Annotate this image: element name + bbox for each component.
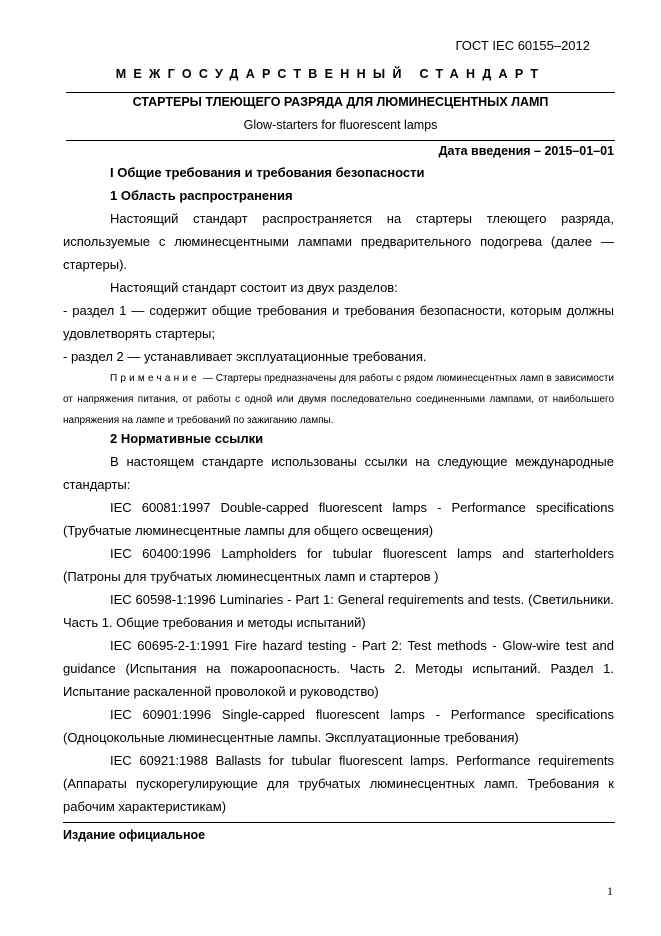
part-heading: I Общие требования и требования безопасности xyxy=(110,165,425,180)
document-number: ГОСТ IEC 60155–2012 xyxy=(455,38,590,53)
note xyxy=(63,368,614,431)
title-divider xyxy=(66,140,615,141)
document-title: СТАРТЕРЫ ТЛЕЮЩЕГО РАЗРЯДА ДЛЯ ЛЮМИНЕСЦЕНТНЫХ ЛАМП xyxy=(132,95,549,109)
introduction-date: Дата введения – 2015–01–01 xyxy=(438,144,614,158)
reference-item: IEC 60921:1988 Ballasts for tubular fluorescent lamps. Performance requirements (Аппараты пускорегулирующие для трубчатых люминесцентных ламп. Требования к рабочим характеристикам) xyxy=(63,753,614,814)
note-text: — Стартеры предназначены для работы с рядом люминесцентных ламп в зависимости от напряжения питания, от работы с одной или двумя последовательно соединенными лампами, от наибольшего напряжения на лампе и требований по зажиганию лампы. xyxy=(63,373,614,426)
reference-item: IEC 60901:1996 Single-capped fluorescent lamps - Performance specifications (Одноцокольные люминесцентные лампы. Эксплуатационные требования) xyxy=(63,707,614,745)
standard-category: МЕЖГОСУДАРСТВЕННЫЙ СТАНДАРТ xyxy=(115,67,546,81)
list-item-section-2: - раздел 2 — устанавливает эксплуатационные требования. xyxy=(63,349,427,364)
reference-item: IEC 60400:1996 Lampholders for tubular fluorescent lamps and starterholders (Патроны для трубчатых люминесцентных ламп и стартеров ) xyxy=(63,546,614,584)
reference-item: IEC 60695-2-1:1991 Fire hazard testing - Part 2: Test methods - Glow-wire test and guidance (Испытания на пожароопасность. Часть 2. Методы испытаний. Раздел 1. Испытание раскаленной проволокой и руководство) xyxy=(63,638,614,699)
reference-item: IEC 60598-1:1996 Luminaries - Part 1: General requirements and tests. (Светильники. Часть 1. Общие требования и методы испытаний) xyxy=(63,592,614,630)
references-heading: 2 Нормативные ссылки xyxy=(110,431,264,446)
page-number: 1 xyxy=(607,884,613,898)
scope-paragraph: Настоящий стандарт распространяется на стартеры тлеющего разряда, используемые с люминесцентными лампами предварительного подогрева (далее — стартеры). xyxy=(63,211,614,272)
references-intro: В настоящем стандарте использованы ссылки на следующие международные стандарты: xyxy=(63,454,614,492)
footer-divider xyxy=(63,822,615,823)
list-item-section-1: - раздел 1 — содержит общие требования и требования безопасности, которым должны удовлетворять стартеры; xyxy=(63,303,614,341)
document-title-english: Glow-starters for fluorescent lamps xyxy=(243,118,438,132)
structure-paragraph: Настоящий стандарт состоит из двух разделов: xyxy=(110,280,398,295)
official-edition-label: Издание официальное xyxy=(63,828,206,842)
scope-heading: 1 Область распространения xyxy=(110,188,293,203)
top-divider xyxy=(66,92,615,93)
reference-item: IEC 60081:1997 Double-capped fluorescent lamps - Performance specifications (Трубчатые люминесцентные лампы для общего освещения) xyxy=(63,500,614,538)
note-label: Примечание xyxy=(110,373,200,384)
